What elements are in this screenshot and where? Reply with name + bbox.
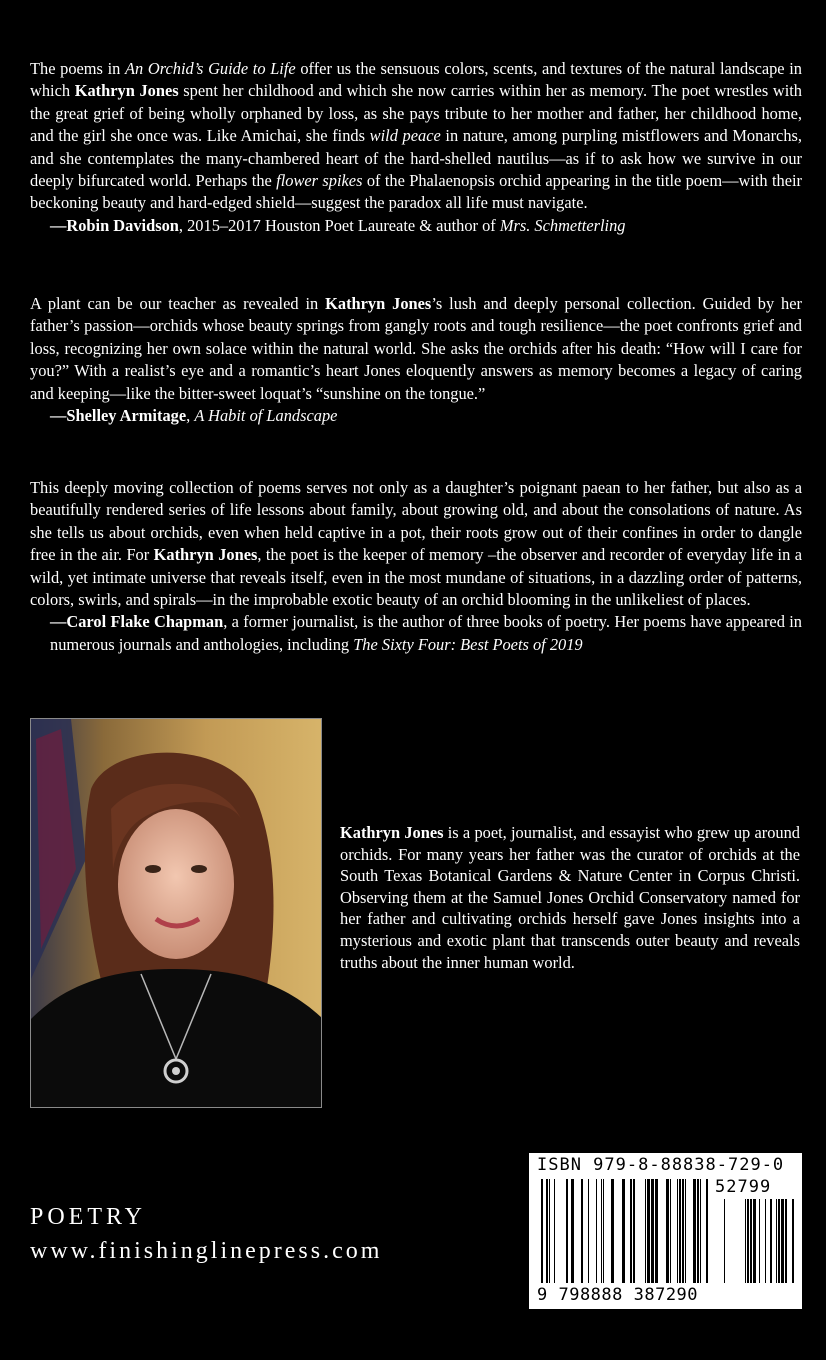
barcode-bar [596, 1179, 597, 1283]
barcode-bar [776, 1199, 777, 1283]
text-run: The poems in [30, 59, 125, 78]
barcode-bar [792, 1199, 794, 1283]
review-attribution [30, 405, 802, 427]
text-run: is a poet, journalist, and essayist who grew up around orchids. For many years her father was the curator of orchids at the South Texas Botanical Gardens & Nature Center in Corpus Christi. Observing them at the Samuel Jones Orchid Conservatory named for her father and cultivating orchids herself gave Jones insights into a mysterious and exotic plant that transcends outer beauty and reveals truths about the inner human world. [340, 823, 800, 972]
barcode-bar [655, 1179, 658, 1283]
text-run: Kathryn Jones [340, 823, 444, 842]
text-run: in nature, among purpling mistflowers and Monarchs, and she contemplates the many-chambered heart of the hard-shelled nautilus—as if to ask how we survive in our deeply bifurcated world. Perhaps the [30, 126, 802, 191]
barcode-bar [682, 1179, 684, 1283]
text-run: —Carol Flake Chapman [50, 612, 224, 632]
text-run: , [186, 406, 195, 426]
barcode-bar [778, 1199, 780, 1283]
barcode-bar [647, 1179, 650, 1283]
genre-label: POETRY [30, 1204, 147, 1230]
text-run: A Habit of Landscape [194, 406, 338, 426]
review-text [30, 477, 802, 611]
review-attribution [30, 215, 802, 237]
barcode-bar [745, 1199, 746, 1283]
author-photo [30, 718, 322, 1108]
barcode-bar [588, 1179, 589, 1283]
barcode-bar [770, 1199, 772, 1283]
text-run: —Robin Davidson [50, 215, 179, 235]
text-run: flower spikes [276, 171, 363, 191]
text-run: , the poet is the keeper of memory –the observer and recorder of everyday life in a wild, yet intimate universe that reveals itself, even in the most mundane of situations, in a dazzling order of patterns, colors, swirls, and spirals—in the improbable exotic beauty of an orchid blooming in the unlikeliest of places. [30, 545, 802, 610]
barcode-bar [785, 1199, 787, 1283]
text-run: of the Phalaenopsis orchid appearing in the title poem—with their beckoning beauty and hard-edged shield—suggest the paradox all life must navigate. [30, 171, 803, 213]
barcode-bar [700, 1179, 701, 1283]
barcode-bar [622, 1179, 625, 1283]
barcode-bar [549, 1179, 550, 1283]
barcode-bar [750, 1199, 752, 1283]
barcode-bar [677, 1179, 678, 1283]
barcode-bar [611, 1179, 614, 1283]
review-text [30, 58, 802, 215]
review-attribution [30, 611, 802, 656]
barcode-digits: 9 798888 387290 [537, 1285, 699, 1305]
barcode-bar [697, 1179, 699, 1283]
text-run: Kathryn Jones [74, 81, 179, 101]
text-run: —Shelley Armitage [50, 406, 187, 426]
barcode-bar [603, 1179, 604, 1283]
barcode-bar [541, 1179, 543, 1283]
barcode-bar [765, 1199, 766, 1283]
publisher-url: www.finishinglinepress.com [30, 1238, 383, 1264]
text-run: The Sixty Four: Best Poets of 2019 [353, 634, 583, 654]
review-blurb-armitage [30, 293, 802, 427]
author-bio [340, 822, 800, 973]
text-run: offer us the sensuous colors, scents, and textures of the natural landscape in which [30, 59, 802, 101]
barcode-bar [747, 1199, 749, 1283]
text-run: Mrs. Schmetterling [499, 215, 626, 235]
barcode-bar [554, 1179, 555, 1283]
barcode-bar [759, 1199, 760, 1283]
text-run: A plant can be our teacher as revealed in [30, 294, 326, 313]
barcode-bar [706, 1179, 708, 1283]
text-run: An Orchid’s Guide to Life [125, 59, 296, 78]
barcode-bar [566, 1179, 568, 1283]
barcode-bar [546, 1179, 548, 1283]
barcode-bar [651, 1179, 654, 1283]
isbn-number: ISBN 979-8-88838-729-0 [537, 1155, 785, 1175]
text-run: Kathryn Jones [325, 294, 432, 313]
barcode-bar [753, 1199, 756, 1283]
review-blurb-davidson [30, 58, 802, 237]
barcode-bar [630, 1179, 632, 1283]
barcode-bar [571, 1179, 574, 1283]
price-code: 52799 [715, 1177, 772, 1197]
text-run: Kathryn Jones [153, 545, 258, 565]
barcode-bar [633, 1179, 635, 1283]
barcode-bar [693, 1179, 696, 1283]
text-run: ’s lush and deeply personal collection. Guided by her father’s passion—orchids whose beauty springs from gangly roots and tough resilience—the poet confronts grief and loss, recognizing her own solace within the natural world. She asks the orchids after his death: “How will I care for you?” With a realist’s eye and a romantic’s heart Jones eloquently answers as memory becomes a legacy of caring and keeping—like the bitter-sweet loquat’s “sunshine on the tongue.” [30, 294, 802, 403]
text-run: This deeply moving collection of poems serves not only as a daughter’s poignant paean to her father, but also as a beautifully rendered series of life lessons about family, about growing old, and about the consolations of nature. As she tells us about orchids, even when held captive in a pot, their roots grow out of their confines in order to dangle free in the air. For [30, 478, 802, 565]
text-run: , a former journalist, is the author of three books of poetry. Her poems have appeared in numerous journals and anthologies, including [50, 612, 802, 654]
review-blurb-chapman [30, 477, 802, 656]
barcode-bar [645, 1179, 646, 1283]
barcode-bar [724, 1199, 725, 1283]
barcode-bar [781, 1199, 784, 1283]
review-text [30, 293, 802, 405]
text-run: wild peace [369, 126, 441, 146]
barcode-bar [685, 1179, 686, 1283]
barcode-bar [666, 1179, 669, 1283]
barcode-bar [601, 1179, 602, 1283]
barcode-bar [581, 1179, 583, 1283]
text-run: , 2015–2017 Houston Poet Laureate & author of [178, 215, 500, 235]
barcode-bar [670, 1179, 671, 1283]
text-run: spent her childhood and which she now carries within her as memory. The poet wrestles with the great grief of being wholly orphaned by loss, as she pays tribute to her mother and father, her childhood home, and the girl she once was. Like Amichai, she finds [30, 81, 802, 146]
barcode-bar [679, 1179, 681, 1283]
isbn-barcode [529, 1153, 802, 1309]
